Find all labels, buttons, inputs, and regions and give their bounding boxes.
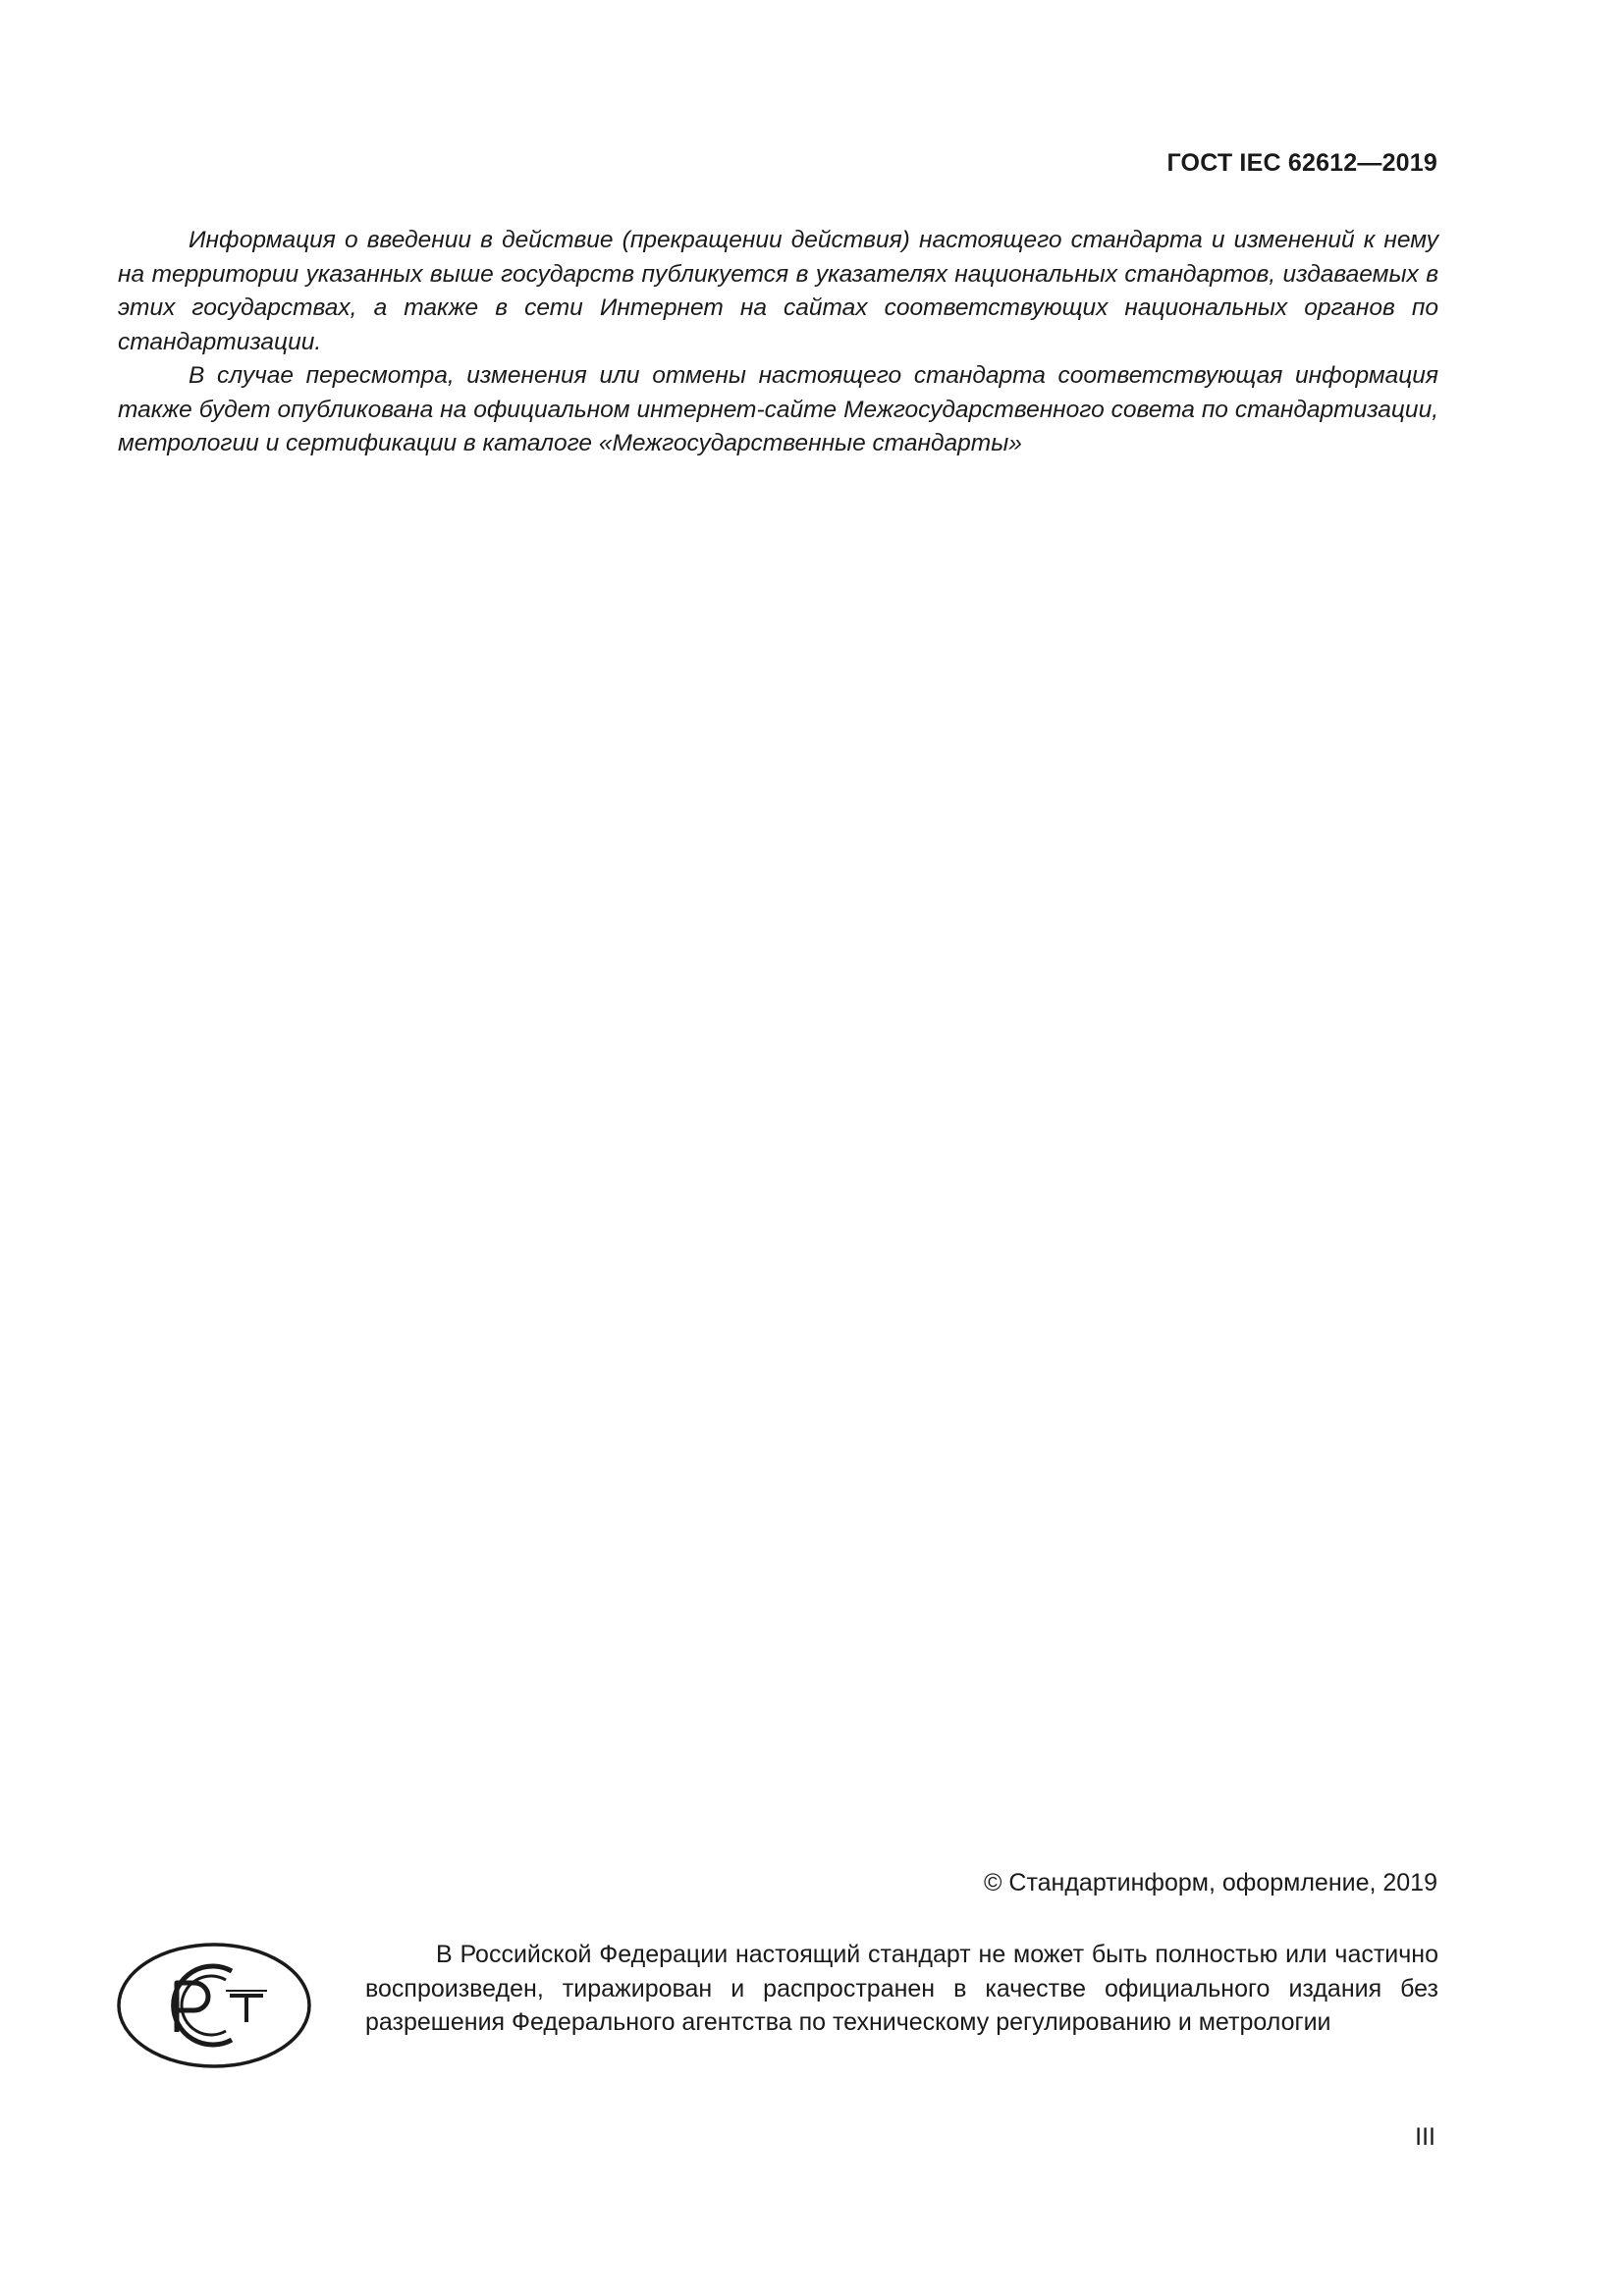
- reproduction-notice: [365, 1938, 1438, 2040]
- standard-designation: ГОСТ IEC 62612—2019: [1166, 149, 1437, 177]
- reproduction-notice-text: В Российской Федерации настоящий стандарт не может быть полностью или частично воспроизведен, тиражирован и распространен в качестве официального издания без разрешения Федерального агентства по техническому регулированию и метрологии: [365, 1941, 1438, 2036]
- paragraph-publication-info: Информация о введении в действие (прекращении действия) настоящего стандарта и изменений к нему на территории указанных выше государств публикуется в указателях национальных стандартов, издаваемых в этих государствах, а также в сети Интернет на сайтах соответствующих национальных органов по стандартизации.: [118, 227, 1438, 355]
- page-number: III: [1415, 2123, 1435, 2151]
- rst-certification-mark-icon: [116, 1942, 312, 2069]
- copyright-line: © Стандартинформ, оформление, 2019: [984, 1869, 1437, 1896]
- body-text: [118, 224, 1438, 461]
- paragraph-revision-info: В случае пересмотра, изменения или отмены настоящего стандарта соответствующая информация также будет опубликована на официальном интернет-сайте Межгосударственного совета по стандартизации, метрологии и сертификации в каталоге «Межгосударственные стандарты»: [118, 362, 1438, 456]
